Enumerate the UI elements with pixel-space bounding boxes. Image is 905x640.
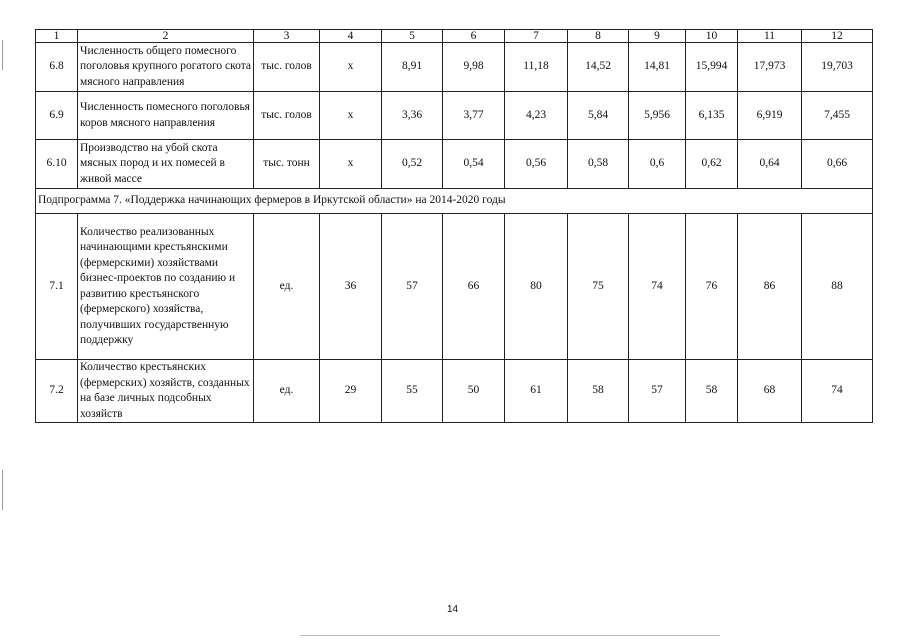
value-cell: 0,58 (568, 140, 629, 189)
value-cell: 0,64 (738, 140, 802, 189)
row-number: 7.1 (36, 214, 78, 360)
value-cell: 76 (686, 214, 738, 360)
scan-edge-mark (2, 40, 3, 70)
row-number: 6.10 (36, 140, 78, 189)
value-cell: 61 (505, 360, 568, 423)
value-cell: 7,455 (802, 92, 873, 140)
value-cell: 86 (738, 214, 802, 360)
value-cell: 58 (686, 360, 738, 423)
value-cell: 0,6 (629, 140, 686, 189)
table-row (36, 140, 873, 189)
value-cell: 5,956 (629, 92, 686, 140)
page-number: 14 (446, 604, 459, 615)
base-value: х (320, 43, 382, 92)
value-cell: 9,98 (443, 43, 505, 92)
indicator-name: Количество крестьянских (фермерских) хозяйств, созданных на базе личных подсобных хозяйств (78, 360, 254, 423)
column-number: 7 (505, 30, 568, 43)
value-cell: 0,66 (802, 140, 873, 189)
value-cell: 5,84 (568, 92, 629, 140)
base-value: 36 (320, 214, 382, 360)
value-cell: 68 (738, 360, 802, 423)
value-cell: 6,919 (738, 92, 802, 140)
base-value: 29 (320, 360, 382, 423)
column-number: 5 (382, 30, 443, 43)
value-cell: 55 (382, 360, 443, 423)
value-cell: 58 (568, 360, 629, 423)
value-cell: 6,135 (686, 92, 738, 140)
unit-cell: ед. (254, 360, 320, 423)
value-cell: 0,62 (686, 140, 738, 189)
column-number: 11 (738, 30, 802, 43)
unit-cell: тыс. голов (254, 43, 320, 92)
value-cell: 14,52 (568, 43, 629, 92)
value-cell: 3,77 (443, 92, 505, 140)
row-number: 6.8 (36, 43, 78, 92)
column-number: 2 (78, 30, 254, 43)
value-cell: 17,973 (738, 43, 802, 92)
table-row (36, 92, 873, 140)
unit-cell: тыс. голов (254, 92, 320, 140)
value-cell: 4,23 (505, 92, 568, 140)
table-row (36, 214, 873, 360)
value-cell: 88 (802, 214, 873, 360)
indicator-name: Количество реализованных начинающими крестьянскими (фермерскими) хозяйствами бизнес-проектов по созданию и развитию крестьянского (фермерского) хозяйства, получивших государственную поддержку (78, 214, 254, 360)
column-number: 12 (802, 30, 873, 43)
value-cell: 75 (568, 214, 629, 360)
value-cell: 11,18 (505, 43, 568, 92)
column-number: 4 (320, 30, 382, 43)
column-number: 10 (686, 30, 738, 43)
scan-artifact-line (300, 635, 720, 636)
value-cell: 74 (802, 360, 873, 423)
column-number-row (36, 30, 873, 43)
value-cell: 0,56 (505, 140, 568, 189)
column-number: 1 (36, 30, 78, 43)
unit-cell: ед. (254, 214, 320, 360)
value-cell: 19,703 (802, 43, 873, 92)
value-cell: 15,994 (686, 43, 738, 92)
indicator-name: Численность общего помесного поголовья крупного рогатого скота мясного направления (78, 43, 254, 92)
value-cell: 8,91 (382, 43, 443, 92)
indicator-name: Численность помесного поголовья коров мясного направления (78, 92, 254, 140)
value-cell: 80 (505, 214, 568, 360)
indicators-table (35, 29, 873, 423)
column-number: 6 (443, 30, 505, 43)
table-row (36, 360, 873, 423)
scan-edge-mark (2, 470, 3, 510)
indicator-name: Производство на убой скота мясных пород и их помесей в живой массе (78, 140, 254, 189)
unit-cell: тыс. тонн (254, 140, 320, 189)
value-cell: 74 (629, 214, 686, 360)
base-value: х (320, 140, 382, 189)
value-cell: 57 (629, 360, 686, 423)
value-cell: 14,81 (629, 43, 686, 92)
value-cell: 0,52 (382, 140, 443, 189)
row-number: 6.9 (36, 92, 78, 140)
subprogram-title: Подпрограмма 7. «Поддержка начинающих фермеров в Иркутской области» на 2014-2020 годы (36, 189, 873, 214)
value-cell: 50 (443, 360, 505, 423)
column-number: 3 (254, 30, 320, 43)
value-cell: 3,36 (382, 92, 443, 140)
subprogram-row (36, 189, 873, 214)
base-value: х (320, 92, 382, 140)
value-cell: 66 (443, 214, 505, 360)
column-number: 8 (568, 30, 629, 43)
value-cell: 0,54 (443, 140, 505, 189)
column-number: 9 (629, 30, 686, 43)
value-cell: 57 (382, 214, 443, 360)
table-row (36, 43, 873, 92)
row-number: 7.2 (36, 360, 78, 423)
